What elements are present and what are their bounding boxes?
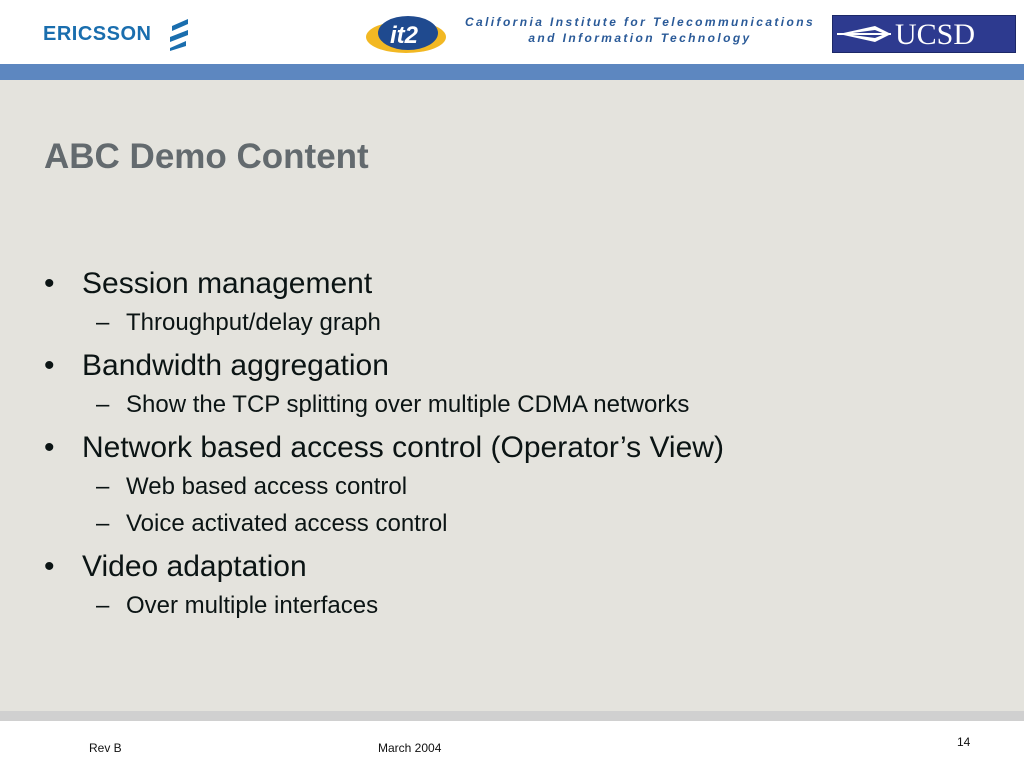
ucsd-logo	[832, 15, 1016, 53]
slide-title: ABC Demo Content	[44, 137, 369, 176]
bullet-item: • Network based access control (Operator’s View)	[42, 429, 1002, 467]
ericsson-logo	[43, 16, 191, 52]
calit2-logo	[364, 10, 452, 56]
slide-footer	[0, 721, 1024, 768]
footer-date: March 2004	[378, 741, 442, 755]
sub-bullet-item: – Voice activated access control	[42, 507, 1002, 541]
calit2-logo-text: it2	[390, 22, 419, 49]
ucsd-wordmark: UCSD	[895, 18, 976, 51]
footer-revision: Rev B	[89, 741, 122, 755]
slide-header	[0, 0, 1024, 64]
sub-bullet-item: – Show the TCP splitting over multiple CDMA networks	[42, 388, 1002, 422]
bullet-item: • Video adaptation	[42, 548, 1002, 586]
header-accent-band	[0, 64, 1024, 80]
calit2-name-line-1: California Institute for Telecommunications	[464, 15, 816, 29]
bullet-item: • Session management	[42, 265, 1002, 303]
sub-bullet-item: – Web based access control	[42, 470, 1002, 504]
bullet-list	[42, 258, 1002, 623]
page-number: 14	[957, 735, 971, 749]
ericsson-stripes-icon	[167, 17, 191, 51]
footer-divider	[0, 711, 1024, 721]
calit2-name	[456, 14, 824, 46]
bullet-item: • Bandwidth aggregation	[42, 347, 1002, 385]
ucsd-triton-icon	[835, 16, 895, 52]
calit2-name-line-2: and Information Technology	[528, 31, 752, 45]
ericsson-wordmark: ERICSSON	[43, 22, 152, 45]
sub-bullet-item: – Over multiple interfaces	[42, 589, 1002, 623]
sub-bullet-item: – Throughput/delay graph	[42, 306, 1002, 340]
